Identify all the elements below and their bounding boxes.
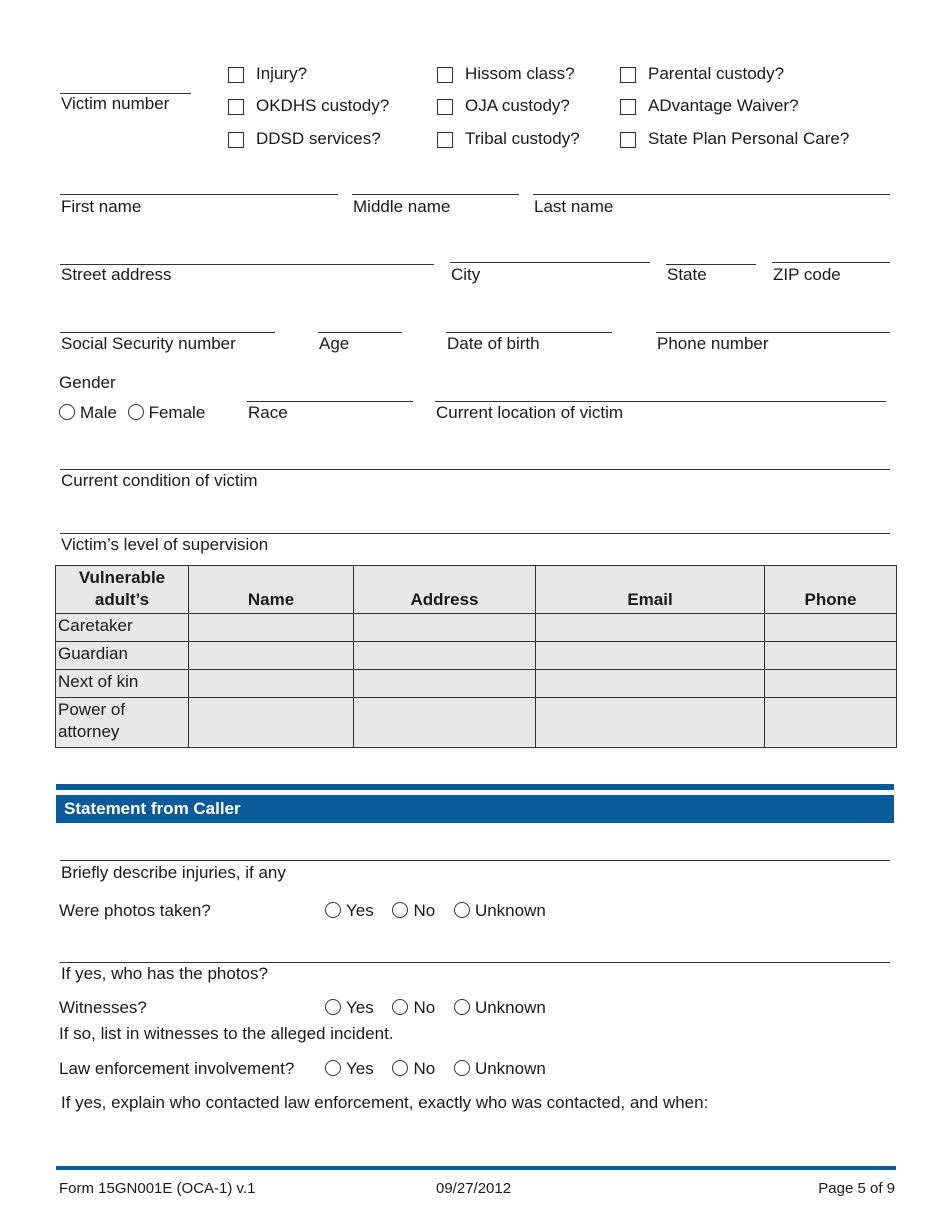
table-cell[interactable] (765, 698, 897, 748)
photos-who-line[interactable] (60, 962, 890, 963)
table-row (56, 642, 897, 670)
header-email: Email (536, 566, 765, 614)
street-label: Street address (61, 265, 172, 284)
victim-number-label: Victim number (61, 94, 170, 113)
statement-title: Statement from Caller (64, 799, 241, 818)
age-label: Age (319, 334, 350, 353)
law-yes-radio[interactable] (325, 1060, 341, 1076)
footer-form-number: Form 15GN001E (OCA-1) v.1 (59, 1180, 256, 1197)
injuries-label: Briefly describe injuries, if any (61, 863, 286, 882)
witnesses-options (325, 998, 546, 1018)
yes-label: Yes (346, 998, 374, 1017)
header-phone: Phone (765, 566, 897, 614)
female-label: Female (148, 403, 206, 422)
ddsd-label: DDSD services? (256, 129, 381, 148)
hissom-label: Hissom class? (465, 64, 575, 83)
statement-section-header (56, 795, 894, 823)
location-line[interactable] (435, 401, 886, 402)
advantage-checkbox[interactable] (620, 99, 636, 115)
yes-label: Yes (346, 901, 374, 920)
age-line[interactable] (318, 332, 402, 333)
last-name-line[interactable] (533, 194, 890, 195)
law-explain-label: If yes, explain who contacted law enforcement, exactly who was contacted, and when: (61, 1093, 709, 1112)
gender-label: Gender (59, 373, 116, 392)
race-label: Race (248, 403, 288, 422)
condition-label: Current condition of victim (61, 471, 258, 490)
row-label-power-of-attorney: Power of attorney (56, 698, 189, 748)
table-cell[interactable] (536, 642, 765, 670)
table-cell[interactable] (354, 642, 536, 670)
law-no-radio[interactable] (392, 1060, 408, 1076)
male-label: Male (80, 403, 117, 422)
footer-date: 09/27/2012 (436, 1180, 512, 1197)
photos-who-label: If yes, who has the photos? (61, 964, 268, 983)
phone-label: Phone number (657, 334, 769, 353)
law-question: Law enforcement involvement? (59, 1059, 295, 1078)
photos-unknown-radio[interactable] (454, 902, 470, 918)
tribal-label: Tribal custody? (465, 129, 580, 148)
condition-line[interactable] (60, 469, 890, 470)
parental-label: Parental custody? (648, 64, 785, 83)
footer-rule (56, 1166, 896, 1170)
first-name-line[interactable] (60, 194, 338, 195)
first-name-label: First name (61, 197, 142, 216)
photos-options (325, 901, 546, 921)
table-header-row (56, 566, 897, 614)
location-label: Current location of victim (436, 403, 624, 422)
table-cell[interactable] (354, 698, 536, 748)
unknown-label: Unknown (474, 1059, 546, 1078)
photos-question: Were photos taken? (59, 901, 211, 920)
yes-label: Yes (346, 1059, 374, 1078)
gender-options (59, 403, 205, 423)
contacts-table (55, 565, 897, 748)
zip-line[interactable] (772, 262, 890, 263)
table-cell[interactable] (354, 670, 536, 698)
state-plan-label: State Plan Personal Care? (648, 129, 850, 148)
photos-yes-radio[interactable] (325, 902, 341, 918)
no-label: No (413, 1059, 436, 1078)
ddsd-checkbox[interactable] (228, 132, 244, 148)
table-cell[interactable] (189, 614, 354, 642)
city-label: City (451, 265, 481, 284)
witnesses-yes-radio[interactable] (325, 999, 341, 1015)
ssn-label: Social Security number (61, 334, 236, 353)
tribal-checkbox[interactable] (437, 132, 453, 148)
ssn-line[interactable] (60, 332, 275, 333)
unknown-label: Unknown (474, 901, 546, 920)
city-line[interactable] (450, 262, 650, 263)
no-label: No (413, 998, 436, 1017)
state-label: State (667, 265, 707, 284)
table-row (56, 670, 897, 698)
table-cell[interactable] (189, 670, 354, 698)
law-unknown-radio[interactable] (454, 1060, 470, 1076)
female-radio[interactable] (128, 404, 144, 420)
row-label-caretaker: Caretaker (56, 614, 189, 642)
witnesses-unknown-radio[interactable] (454, 999, 470, 1015)
parental-checkbox[interactable] (620, 67, 636, 83)
male-radio[interactable] (59, 404, 75, 420)
unknown-label: Unknown (474, 998, 546, 1017)
supervision-line[interactable] (60, 533, 890, 534)
footer-page-number: Page 5 of 9 (818, 1180, 895, 1197)
race-line[interactable] (247, 401, 413, 402)
law-options (325, 1059, 546, 1079)
header-vulnerable-adult: Vulnerable adult’s (56, 566, 189, 614)
row-label-guardian: Guardian (56, 642, 189, 670)
phone-line[interactable] (656, 332, 890, 333)
no-label: No (413, 901, 436, 920)
photos-no-radio[interactable] (392, 902, 408, 918)
state-plan-checkbox[interactable] (620, 132, 636, 148)
advantage-label: ADvantage Waiver? (648, 96, 799, 115)
injuries-line[interactable] (60, 860, 890, 861)
supervision-label: Victim’s level of supervision (61, 535, 269, 554)
table-cell[interactable] (536, 698, 765, 748)
oja-label: OJA custody? (465, 96, 570, 115)
section-top-rule (56, 784, 894, 790)
table-cell[interactable] (189, 642, 354, 670)
dob-line[interactable] (446, 332, 612, 333)
table-cell[interactable] (189, 698, 354, 748)
table-cell[interactable] (765, 642, 897, 670)
okdhs-label: OKDHS custody? (256, 96, 390, 115)
witnesses-list-label: If so, list in witnesses to the alleged incident. (59, 1024, 394, 1043)
table-cell[interactable] (536, 614, 765, 642)
header-address: Address (354, 566, 536, 614)
last-name-label: Last name (534, 197, 614, 216)
witnesses-no-radio[interactable] (392, 999, 408, 1015)
table-cell[interactable] (765, 614, 897, 642)
table-cell[interactable] (354, 614, 536, 642)
table-row (56, 698, 897, 748)
table-row (56, 614, 897, 642)
middle-name-line[interactable] (352, 194, 519, 195)
header-name: Name (189, 566, 354, 614)
witnesses-question: Witnesses? (59, 998, 147, 1017)
dob-label: Date of birth (447, 334, 540, 353)
table-cell[interactable] (765, 670, 897, 698)
oja-checkbox[interactable] (437, 99, 453, 115)
hissom-checkbox[interactable] (437, 67, 453, 83)
row-label-next-of-kin: Next of kin (56, 670, 189, 698)
zip-label: ZIP code (773, 265, 841, 284)
middle-name-label: Middle name (353, 197, 451, 216)
table-cell[interactable] (536, 670, 765, 698)
okdhs-checkbox[interactable] (228, 99, 244, 115)
injury-checkbox[interactable] (228, 67, 244, 83)
injury-label: Injury? (256, 64, 308, 83)
